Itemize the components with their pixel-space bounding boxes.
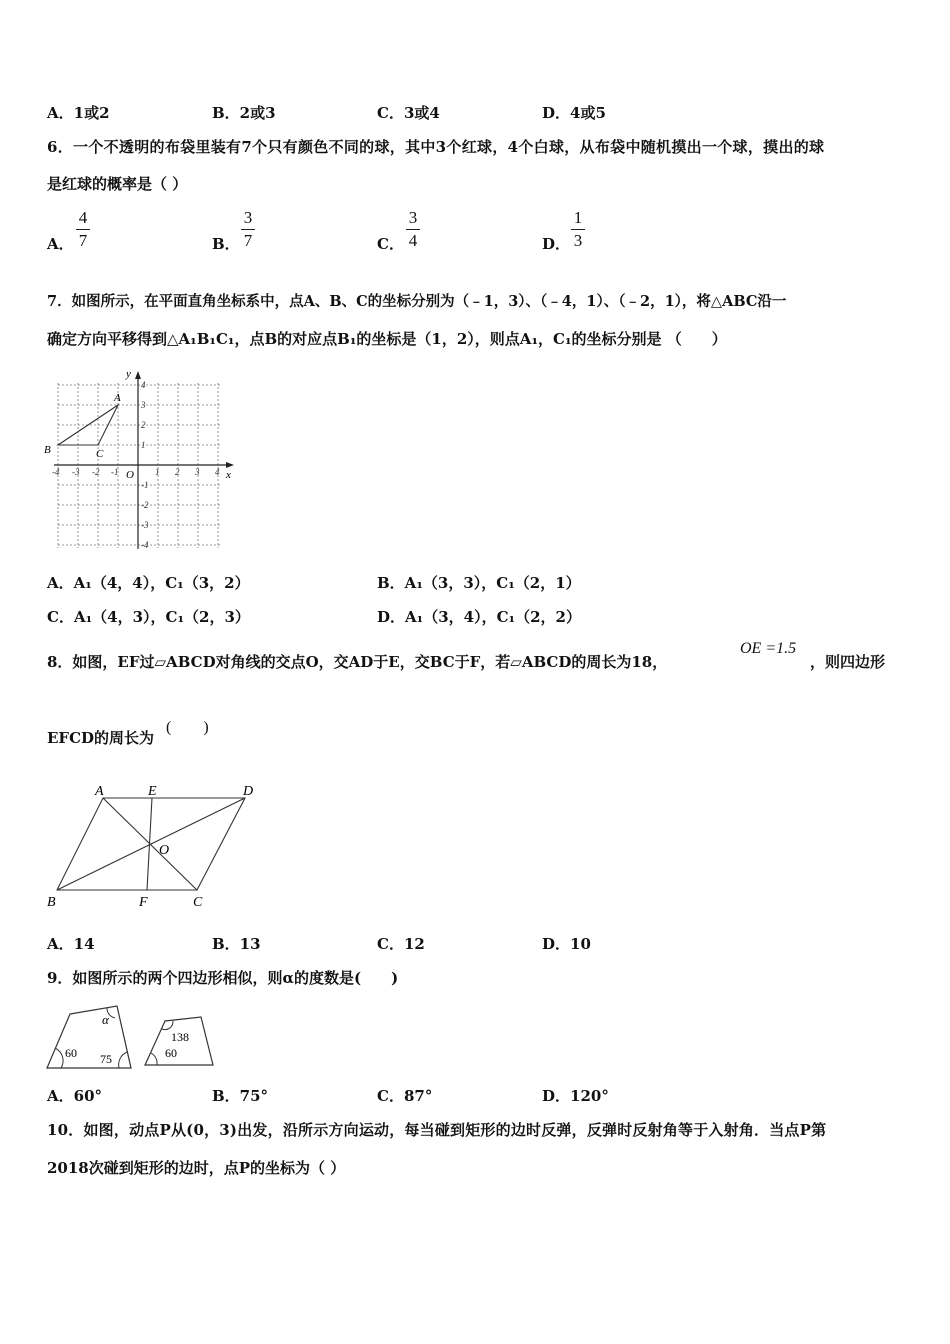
q7-coordinate-graph bbox=[44, 368, 240, 550]
q10-text-line1: 10．如图，动点P从(0，3)出发，沿所示方向运动，每当碰到矩形的边时反弹，反弹时反射角等于入射角．当点P第 bbox=[47, 1121, 827, 1139]
q6-text-line2: 是红球的概率是（ ） bbox=[47, 175, 188, 193]
q6-option-c-label: C． bbox=[377, 235, 404, 253]
point-b-label: B bbox=[44, 444, 51, 456]
y-axis-label: y bbox=[126, 368, 131, 380]
q10-text-line2: 2018次碰到矩形的边时，点P的坐标为（ ） bbox=[47, 1159, 346, 1177]
x-tick: -4 bbox=[52, 467, 60, 477]
q5-option-a: A．1或2 bbox=[47, 104, 110, 122]
x-axis-arrow bbox=[226, 462, 234, 468]
q8-option-a: A．14 bbox=[47, 935, 95, 953]
quad-1-shape bbox=[47, 1006, 131, 1068]
q5-option-b: B．2或3 bbox=[212, 104, 276, 122]
q6-option-a-fraction bbox=[76, 209, 90, 250]
y-axis-arrow bbox=[135, 371, 141, 379]
q9-option-b: B．75° bbox=[212, 1087, 269, 1105]
point-f-label: F bbox=[139, 895, 148, 910]
denominator: 4 bbox=[408, 231, 418, 250]
q9-quadrilateral-2 bbox=[143, 1015, 218, 1085]
numerator: 4 bbox=[78, 208, 88, 227]
q8-answer-paren: ( ) bbox=[166, 719, 209, 736]
point-e-label: E bbox=[148, 784, 157, 799]
denominator: 3 bbox=[573, 231, 583, 250]
q8-text-line1: 8．如图，EF过▱ABCD对角线的交点O，交AD于E，交BC于F，若▱ABCD的周长为18， bbox=[47, 653, 668, 671]
q8-formula: OE =1.5 bbox=[740, 640, 797, 657]
x-tick: -1 bbox=[111, 467, 119, 477]
numerator: 3 bbox=[408, 208, 418, 227]
q8-parallelogram-figure bbox=[45, 782, 265, 912]
denominator: 7 bbox=[78, 231, 88, 250]
q6-option-c-fraction bbox=[406, 209, 420, 250]
q6-option-a-label: A． bbox=[47, 235, 74, 253]
q9-text-line1: 9．如图所示的两个四边形相似，则α的度数是( ) bbox=[47, 969, 399, 987]
y-tick: 3 bbox=[141, 400, 146, 410]
q5-option-d: D．4或5 bbox=[542, 104, 606, 122]
origin-label: O bbox=[126, 469, 134, 481]
q7-option-a: A．A₁（4，4），C₁（3，2） bbox=[47, 574, 250, 592]
angle-138-label: 138 bbox=[171, 1030, 189, 1044]
y-tick: 2 bbox=[141, 420, 146, 430]
x-tick: -3 bbox=[72, 467, 80, 477]
q6-option-b-label: B． bbox=[212, 235, 240, 253]
y-tick: -4 bbox=[141, 540, 149, 550]
q8-text-line2: EFCD的周长为 bbox=[47, 729, 155, 747]
x-tick: -2 bbox=[92, 467, 100, 477]
q8-option-d: D．10 bbox=[542, 935, 591, 953]
q9-option-c: C．87° bbox=[377, 1087, 433, 1105]
angle-60-arc bbox=[151, 1053, 157, 1065]
y-tick: -3 bbox=[141, 520, 149, 530]
point-o-label: O bbox=[159, 843, 170, 858]
angle-75-label: 75 bbox=[100, 1052, 112, 1066]
q6-option-d-label: D． bbox=[542, 235, 571, 253]
point-a-label: A bbox=[114, 392, 121, 404]
q6-option-b-fraction bbox=[241, 209, 255, 250]
q6-text-line1: 6．一个不透明的布袋里装有7个只有颜色不同的球，其中3个红球，4个白球，从布袋中随机摸出一个球，摸出的球 bbox=[47, 138, 825, 156]
x-tick: 2 bbox=[175, 467, 180, 477]
q8-option-c: C．12 bbox=[377, 935, 425, 953]
x-tick: 3 bbox=[195, 467, 200, 477]
q6-option-d-fraction bbox=[571, 209, 585, 250]
q7-text-line1: 7．如图所示，在平面直角坐标系中，点A、B、C的坐标分别为（﹣1，3）、（﹣4，1）、（﹣2，1），将△ABC沿一 bbox=[47, 293, 787, 310]
q9-quadrilateral-1 bbox=[45, 1004, 135, 1074]
q7-option-b: B．A₁（3，3），C₁（2，1） bbox=[377, 574, 581, 592]
denominator: 7 bbox=[243, 231, 253, 250]
vertex-b-label: B bbox=[47, 895, 56, 910]
q7-text-line2: 确定方向平移得到△A₁B₁C₁，点B的对应点B₁的坐标是（1，2），则点A₁，C₁的坐标分别是 （ ） bbox=[47, 330, 727, 348]
y-tick: -2 bbox=[141, 500, 149, 510]
numerator: 1 bbox=[573, 208, 583, 227]
q9-option-d: D．120° bbox=[542, 1087, 609, 1105]
numerator: 3 bbox=[243, 208, 253, 227]
x-axis-label: x bbox=[226, 469, 231, 481]
alpha-label: α bbox=[102, 1012, 109, 1027]
q8-text-line1-end: ，则四边形 bbox=[810, 653, 886, 671]
q9-option-a: A．60° bbox=[47, 1087, 103, 1105]
vertex-a-label: A bbox=[95, 784, 104, 799]
vertex-d-label: D bbox=[243, 784, 254, 799]
vertex-c-label: C bbox=[193, 895, 203, 910]
angle-60-label: 60 bbox=[65, 1046, 77, 1060]
q7-option-d: D．A₁（3，4），C₁（2，2） bbox=[377, 608, 581, 626]
angle-75-arc bbox=[119, 1052, 127, 1068]
q5-option-c: C．3或4 bbox=[377, 104, 440, 122]
angle-60-label: 60 bbox=[165, 1046, 177, 1060]
y-tick: 4 bbox=[141, 380, 146, 390]
x-tick: 1 bbox=[155, 467, 160, 477]
y-tick: 1 bbox=[141, 440, 146, 450]
q7-option-c: C．A₁（4，3），C₁（2，3） bbox=[47, 608, 250, 626]
q8-option-b: B．13 bbox=[212, 935, 261, 953]
y-tick: -1 bbox=[141, 480, 149, 490]
point-c-label: C bbox=[96, 448, 104, 460]
x-tick: 4 bbox=[215, 467, 220, 477]
angle-60-arc bbox=[55, 1048, 63, 1068]
